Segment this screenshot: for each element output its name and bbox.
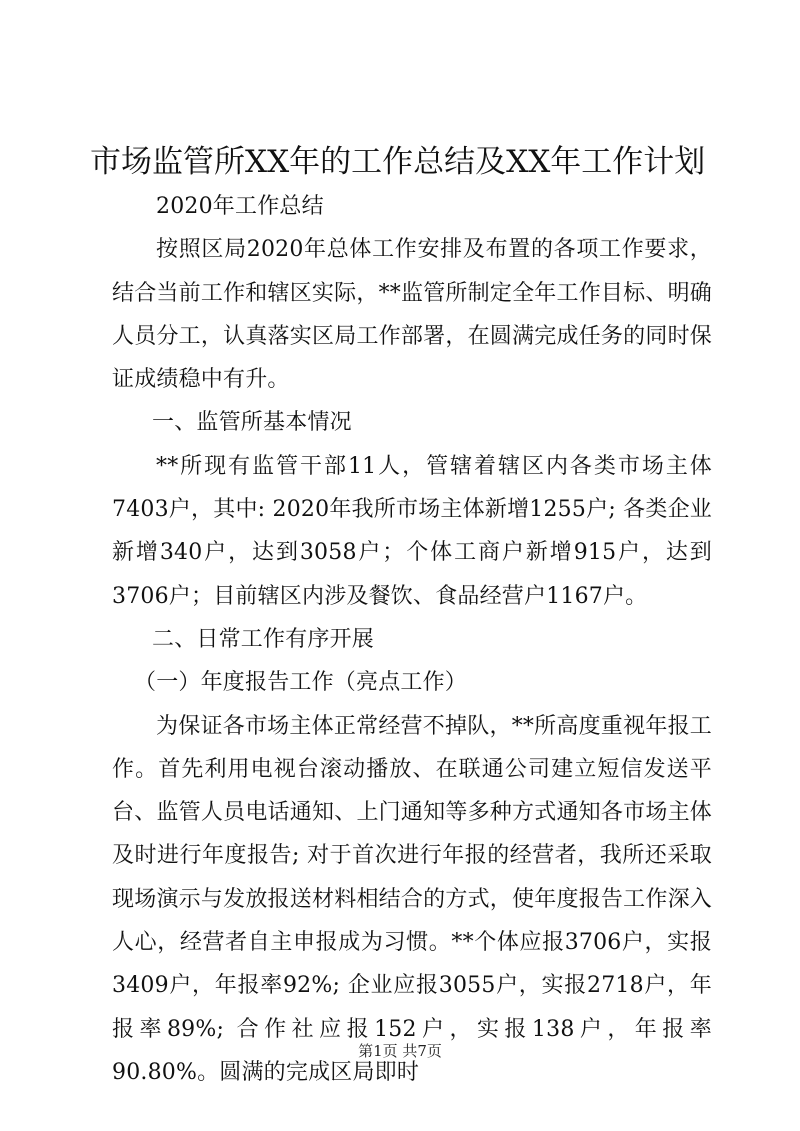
basic-info-paragraph: **所现有监管干部11人，管辖着辖区内各类市场主体7403户，其中: 2020年我所市场主体新增1255户; 各类企业新增340户，达到3058户；个体工商户新增915户，达到3706户；目前辖区内涉及餐饮、食品经营户1167户。 — [112, 453, 712, 609]
section-heading-basic-info: 一、监管所基本情况 — [152, 410, 352, 436]
annual-report-paragraph: 为保证各市场主体正常经营不掉队，**所高度重视年报工作。首先利用电视台滚动播放、在联通公司建立短信发送平台、监管人员电话通知、上门通知等多种方式通知各市场主体及时进行年度报告; 对于首次进行年报的经营者，我所还采取现场演示与发放报送材料相结合的方式，使年度报告工作深入人心，经营者自主申报成为习惯。**个体应报3706户，实报3409户，年报率92%; 企业应报3055户，实报2718户，年报率89%; 合作社应报152户，实报138户，年报率90.80%。圆满的完成区局即时 — [112, 713, 712, 1085]
document-title: 市场监管所XX年的工作总结及XX年工作计划 — [90, 144, 706, 180]
section-label-summary: 2020年工作总结 — [156, 194, 324, 219]
intro-paragraph: 按照区局2020年总体工作安排及布置的各项工作要求，结合当前工作和辖区实际，**监管所制定全年工作目标、明确人员分工，认真落实区局工作部署，在圆满完成任务的同时保证成绩稳中有升。 — [112, 237, 712, 393]
page-footer: 第1页 共7页 — [358, 1042, 442, 1060]
subsection-heading-annual-report: （一）年度报告工作（亮点工作） — [134, 670, 468, 696]
section-heading-daily-work: 二、日常工作有序开展 — [152, 626, 375, 652]
document-body — [112, 185, 712, 1094]
